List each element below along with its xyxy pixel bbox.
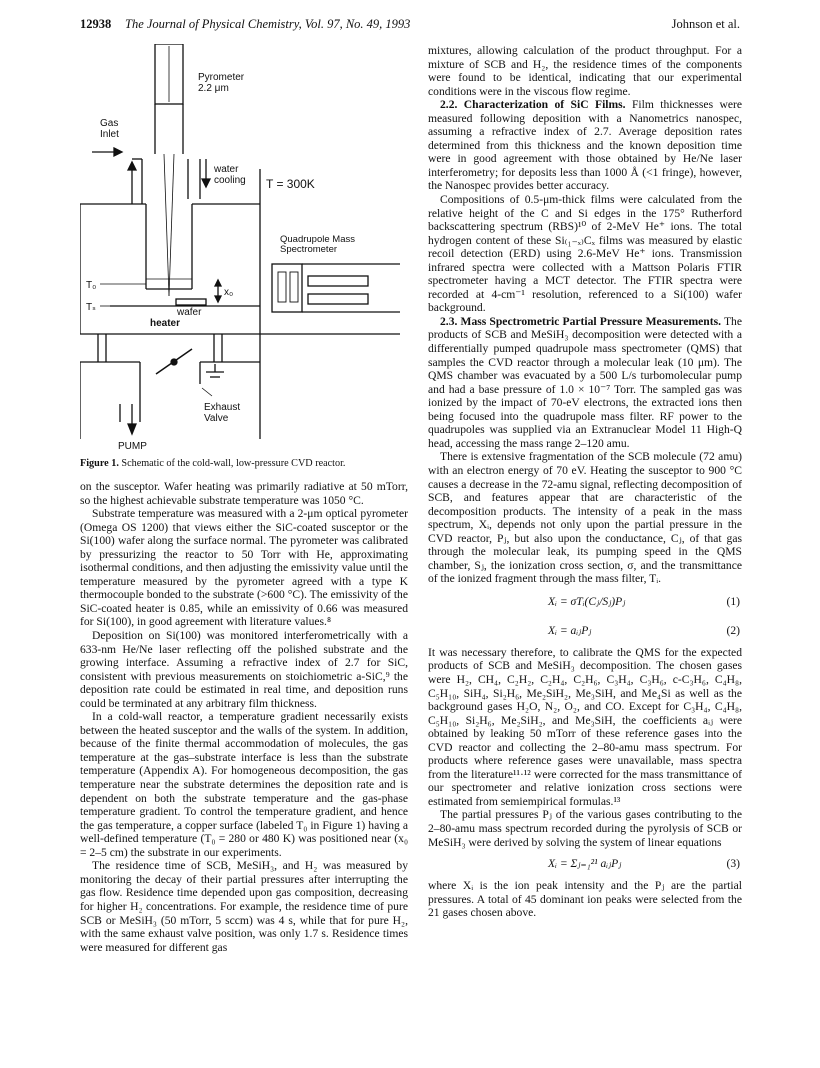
- paragraph: mixtures, allowing calculation of the product throughput. For a mixture of SCB and H₂, the residence times of the components were found to be identical, indicating that our experimental conditions were in the viscous flow regime.: [428, 44, 742, 98]
- t0-label: T₀: [86, 280, 97, 291]
- left-column: [80, 480, 408, 954]
- authors: Johnson et al.: [671, 17, 740, 31]
- cooling-label: cooling: [214, 175, 246, 186]
- ts-label: Tₛ: [86, 302, 96, 313]
- quadrupole-rod-lower: [308, 294, 368, 304]
- room-temp-label: T = 300K: [266, 177, 315, 191]
- wafer: [176, 299, 206, 305]
- figure-label: Figure 1.: [80, 458, 119, 469]
- quadrupole-rod-upper: [308, 276, 368, 286]
- x0-label: x₀: [224, 287, 234, 298]
- qms-housing: [272, 264, 302, 312]
- equation-3: Xᵢ = Σⱼ₌₁²¹ aᵢⱼPⱼ (3): [548, 857, 740, 871]
- paragraph: The partial pressures Pⱼ of the various gases contributing to the 2–80-amu mass spectrum recorded during the pyrolysis of SCB or MeSiH₃ were derived by solving the system of linear equations: [428, 808, 742, 849]
- journal-citation: The Journal of Physical Chemistry, Vol. 97, No. 49, 1993: [125, 17, 411, 31]
- figure-caption: [80, 458, 408, 470]
- figure-caption-text: Schematic of the cold-wall, low-pressure CVD reactor.: [121, 458, 346, 469]
- valve-label: Valve: [204, 413, 229, 424]
- paragraph: In a cold-wall reactor, a temperature gradient necessarily exists between the heated susceptor and the walls of the system. In addition, because of the finite thermal accommodation of molecules, the gas temperature at the gas–substrate interface is less than the substrate temperature (Appendix A). For homogeneous decomposition, the gas temperature near the substrate determines the deposition rate and is dependent on both the substrate temperature and the gas-phase temperature gradient. To control the temperature gradient, and hence the gas temperature, a copper surface (labeled T₀ in Figure 1) having a well-defined temperature (T₀ = 280 or 480 K) was positioned near (x₀ = 2–5 cm) the substrate in our experiments.: [80, 710, 408, 859]
- paragraph: The residence time of SCB, MeSiH₃, and H₂ was measured by monitoring the decay of their partial pressures after interrupting the gas flow. Residence time depended upon gas composition, decreasing for higher H₂ concentrations. For example, the residence time of pure SCB or MeSiH₃ (50 mTorr, 5 sccm) was 4 s, while that for pure H₂, with the same exhaust valve position, was only 1.7 s. Residence times were measured for different gas: [80, 859, 408, 954]
- right-column: [428, 44, 742, 920]
- heater-label: heater: [150, 318, 181, 329]
- section-heading: 2.3. Mass Spectrometric Partial Pressure Measurements.: [440, 314, 722, 328]
- reactor-schematic: [80, 44, 410, 454]
- paragraph: Compositions of 0.5-μm-thick films were calculated from the relative height of the C and Si edges in the 175° Rutherford backscattering spectrum (RBS)¹⁰ of 2-MeV He⁺ ions. The total hydrogen content of these Si₍₁₋ₓ₎Cₓ films was measured by elastic recoil detection (ERD) using 2.6-MeV He⁺ ions. Transmission infrared spectra were collected with a Mattson Polaris FTIR spectrometer having a MCT detector. The FTIR spectra were recorded at 4-cm⁻¹ resolution, referenced to a Si(100) wafer background.: [428, 193, 742, 315]
- inlet-label: Inlet: [100, 129, 119, 140]
- paragraph: where Xᵢ is the ion peak intensity and the Pⱼ are the partial pressures. A total of 45 dominant ion peaks were selected from the 21 gases chosen above.: [428, 879, 742, 920]
- water-label: water: [214, 164, 239, 175]
- equation-1: Xᵢ = σTᵢ(Cⱼ/Sⱼ)Pⱼ (1): [548, 594, 740, 608]
- paragraph: There is extensive fragmentation of the SCB molecule (72 amu) with an electron energy of 70 eV. Heating the susceptor to 900 °C causes a decrease in the 72-amu signal, reflecting decomposition of SCB, and features appear that are characteristic of the decomposition products. The intensity of a peak in the mass spectrum, Xᵢ, depends not only upon the partial pressure in the CVD reactor, Pⱼ, but also upon the conductance, Cⱼ, of that gas through the molecular leak, its pumping speed in the QMS chamber, Sⱼ, the ionization cross section, σ, and the transmittance of the ionized fragment through the mass filter, Tᵢ.: [428, 450, 742, 586]
- running-header: [80, 17, 740, 35]
- pyrometer-label: Pyrometer: [198, 72, 245, 83]
- qms-label-2: Spectrometer: [280, 244, 338, 255]
- paragraph: Substrate temperature was measured with a 2-μm optical pyrometer (Omega OS 1200) that views either the SiC-coated susceptor or the Si(100) wafer along the surface normal. The pyrometer was calibrated by pressurizing the reactor to 50 Torr with He, approximating isothermal conditions, and then adjusting the emissivity value until the temperature measured by the pyrometer agreed with a type K thermocouple bonded to the substrate (>600 °C). The emissivity of the SiC-coated heater is 0.85, while an emissivity of 0.66 was measured for Si(100), in good agreement with literature values.⁸: [80, 507, 408, 629]
- paragraph: Film thicknesses were measured following deposition with a Nanometrics nanospec, assuming a refractive index of 2.7. Average deposition rates determined from this thickness and the known deposition time were in good agreement with those obtained by He/Ne laser interferometry; for deposits less than 1000 Å (<1 fringe), however, the Nanospec provides better accuracy.: [428, 98, 742, 193]
- gas-label: Gas: [100, 118, 119, 129]
- page-number: 12938: [80, 17, 112, 31]
- pump-label: PUMP: [118, 441, 147, 452]
- paragraph: Deposition on Si(100) was monitored interferometrically with a 633-nm He/Ne laser reflecting off the polished substrate and the growing interface. Assuming a refractive index of 2.7 for SiC, consistent with previous measurements on stoichiometric a-SiC,⁹ the deposition rate could be estimated in real time, and deposition runs could be terminated at any arbitrary film thickness.: [80, 629, 408, 710]
- paragraph: The products of SCB and MeSiH₃ decomposition were detected with a differentially pumped quadrupole mass spectrometer (QMS) that samples the CVD reactor through a molecular leak (10 μm). The QMS chamber was evacuated by a 500 L/s turbomolecular pump and had a base pressure of 1.0 × 10⁻⁷ Torr. The sampled gas was ionized by the impact of 70-eV electrons, the extracted ions then being focused into the quadrupole mass filter. RF power to the quadrupoles was supplied via an Extranuclear Model 11 High-Q head, accessing the mass range 2–120 amu.: [428, 314, 742, 450]
- paragraph: It was necessary therefore, to calibrate the QMS for the expected products of SCB and MeSiH₃ decomposition. The chosen gases were H₂, CH₄, C₂H₂, C₂H₄, C₂H₆, C₃H₄, C₃H₆, c-C₃H₆, C₄H₈, C₅H₁₀, SiH₄, Si₂H₆, Me₂SiH₂, Me₃SiH, and Me₄Si as well as the background gases H₂O, N₂, O₂, and CO. Except for C₃H₄, C₄H₈, C₅H₁₀, Si₂H₆, Me₂SiH₂, and Me₃SiH, the coefficients aᵢⱼ were obtained by leaking 50 mTorr of these reference gases into the CVD reactor and collecting the 2–80-amu mass spectrum. For products where reference gases were unavailable, mass spectra from the literature¹¹·¹² were corrected for the mass transmittance of our spectrometer and relative ionization cross sections were estimated from semiempirical formulas.¹³: [428, 645, 742, 808]
- equation-2: Xᵢ = aᵢⱼPⱼ (2): [548, 623, 740, 637]
- wafer-label: wafer: [177, 307, 202, 318]
- wavelength-label: 2.2 μm: [198, 83, 229, 94]
- paragraph: on the susceptor. Wafer heating was primarily radiative at 50 mTorr, so the highest achievable substrate temperature was 1050 °C.: [80, 480, 408, 507]
- qms-label-1: Quadrupole Mass: [280, 234, 355, 245]
- exhaust-label: Exhaust: [204, 402, 241, 413]
- section-heading: 2.2. Characterization of SiC Films.: [440, 98, 626, 112]
